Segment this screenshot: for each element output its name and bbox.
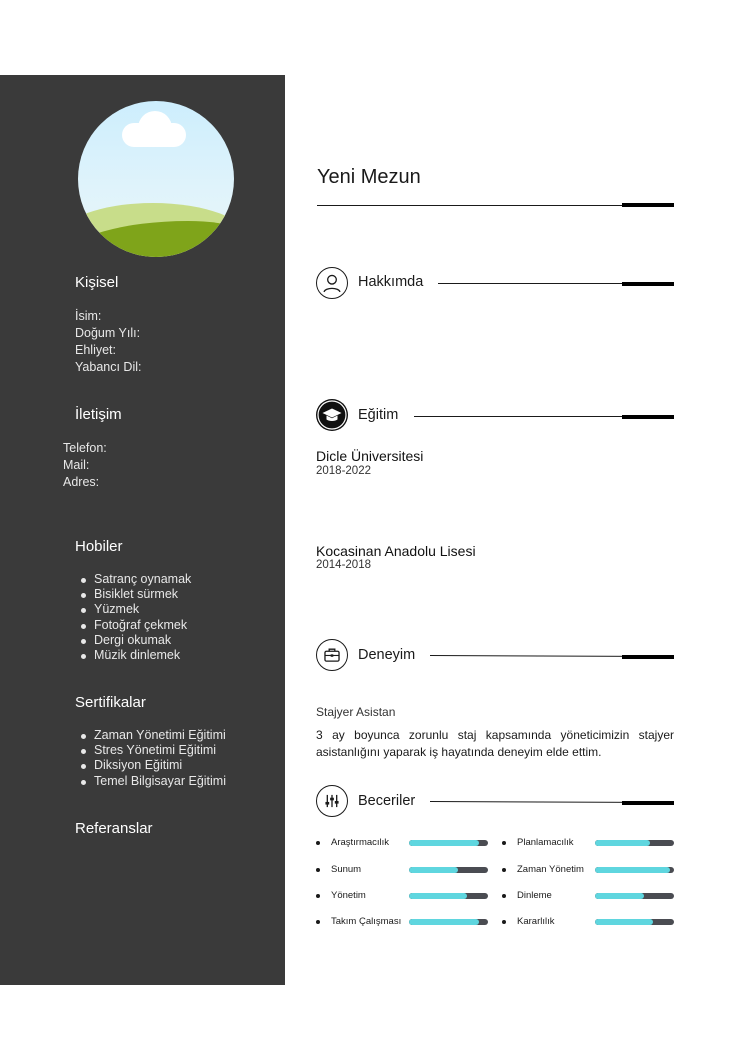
bullet (502, 920, 506, 924)
skill-label: Yönetim (331, 890, 366, 901)
list-item: Stres Yönetimi Eğitimi (75, 743, 226, 758)
skill-item (502, 889, 674, 903)
bullet (502, 894, 506, 898)
skill-label: Planlamacılık (517, 837, 574, 848)
skill-label: Zaman Yönetim (517, 864, 584, 875)
hobbies-list (75, 572, 191, 663)
experience-heading: Deneyim (358, 647, 416, 663)
briefcase-icon (316, 639, 348, 671)
skill-bar-fill (595, 919, 653, 925)
skill-bar (595, 840, 674, 846)
skill-bar-fill (409, 867, 458, 873)
experience-divider-accent (622, 655, 674, 659)
education-years-1: 2018-2022 (316, 465, 371, 477)
education-divider-accent (622, 415, 674, 419)
graduation-cap-icon (316, 399, 348, 431)
skills-divider-accent (622, 801, 674, 805)
personal-heading: Kişisel (75, 274, 119, 291)
skill-label: Takım Çalışması (331, 916, 402, 927)
skill-item (316, 889, 488, 903)
title-divider (317, 205, 674, 206)
skill-item (502, 863, 674, 877)
skill-item (316, 863, 488, 877)
list-item: Müzik dinlemek (75, 648, 191, 663)
about-heading: Hakkımda (358, 274, 424, 290)
certificates-heading: Sertifikalar (75, 694, 146, 711)
bullet (316, 868, 320, 872)
contact-heading: İletişim (75, 406, 122, 423)
title-divider-accent (622, 203, 674, 207)
bullet (502, 868, 506, 872)
sliders-icon (316, 785, 348, 817)
bullet (316, 841, 320, 845)
hobbies-heading: Hobiler (75, 538, 123, 555)
skill-bar (409, 840, 488, 846)
references-heading: Referanslar (75, 820, 153, 837)
skill-item (316, 836, 488, 850)
bullet (316, 894, 320, 898)
name-label: İsim: (75, 309, 102, 323)
skill-bar-fill (595, 840, 650, 846)
skill-bar (409, 919, 488, 925)
list-item: Temel Bilgisayar Eğitimi (75, 774, 226, 789)
bullet (316, 920, 320, 924)
page-title: Yeni Mezun (317, 166, 421, 188)
skill-label: Araştırmacılık (331, 837, 390, 848)
skill-label: Kararlılık (517, 916, 555, 927)
skill-bar-fill (595, 867, 670, 873)
personal-info (75, 308, 141, 376)
list-item: Yüzmek (75, 602, 191, 617)
phone-label: Telefon: (63, 441, 107, 455)
list-item: Diksiyon Eğitimi (75, 758, 226, 773)
license-label: Ehliyet: (75, 343, 116, 357)
contact-info (63, 440, 107, 491)
skill-bar (595, 867, 674, 873)
cloud-shape (122, 123, 186, 147)
skill-bar (409, 867, 488, 873)
address-label: Adres: (63, 475, 100, 489)
skill-bar-fill (409, 919, 479, 925)
list-item: Dergi okumak (75, 633, 191, 648)
list-item: Satranç oynamak (75, 572, 191, 587)
skill-label: Sunum (331, 864, 362, 875)
skill-bar-fill (409, 840, 479, 846)
skill-bar (409, 893, 488, 899)
list-item: Bisiklet sürmek (75, 587, 191, 602)
skill-label: Dinleme (517, 890, 552, 901)
job-description: 3 ay boyunca zorunlu staj kapsamında yöneticimizin stajyer asistanlığını yaparak iş hayatında deneyim elde ettim. (316, 728, 674, 759)
education-school-2: Kocasinan Anadolu Lisesi (316, 543, 476, 559)
job-title: Stajyer Asistan (316, 705, 396, 719)
skill-bar (595, 893, 674, 899)
skill-bar (595, 919, 674, 925)
bullet (502, 841, 506, 845)
skills-heading: Beceriler (358, 793, 416, 809)
mail-label: Mail: (63, 458, 90, 472)
sidebar (0, 75, 285, 985)
list-item: Fotoğraf çekmek (75, 618, 191, 633)
skill-item (502, 915, 674, 929)
education-heading: Eğitim (358, 407, 399, 423)
skill-bar-fill (409, 893, 467, 899)
skill-bar-fill (595, 893, 644, 899)
profile-photo-placeholder (78, 101, 234, 257)
list-item: Zaman Yönetimi Eğitimi (75, 728, 226, 743)
education-years-2: 2014-2018 (316, 559, 371, 571)
user-icon (316, 267, 348, 299)
about-divider-accent (622, 282, 674, 286)
certificates-list (75, 728, 226, 789)
foreign-language-label: Yabancı Dil: (75, 360, 142, 374)
birth-year-label: Doğum Yılı: (75, 326, 141, 340)
skill-item (502, 836, 674, 850)
education-school-1: Dicle Üniversitesi (316, 448, 424, 464)
skill-item (316, 915, 488, 929)
